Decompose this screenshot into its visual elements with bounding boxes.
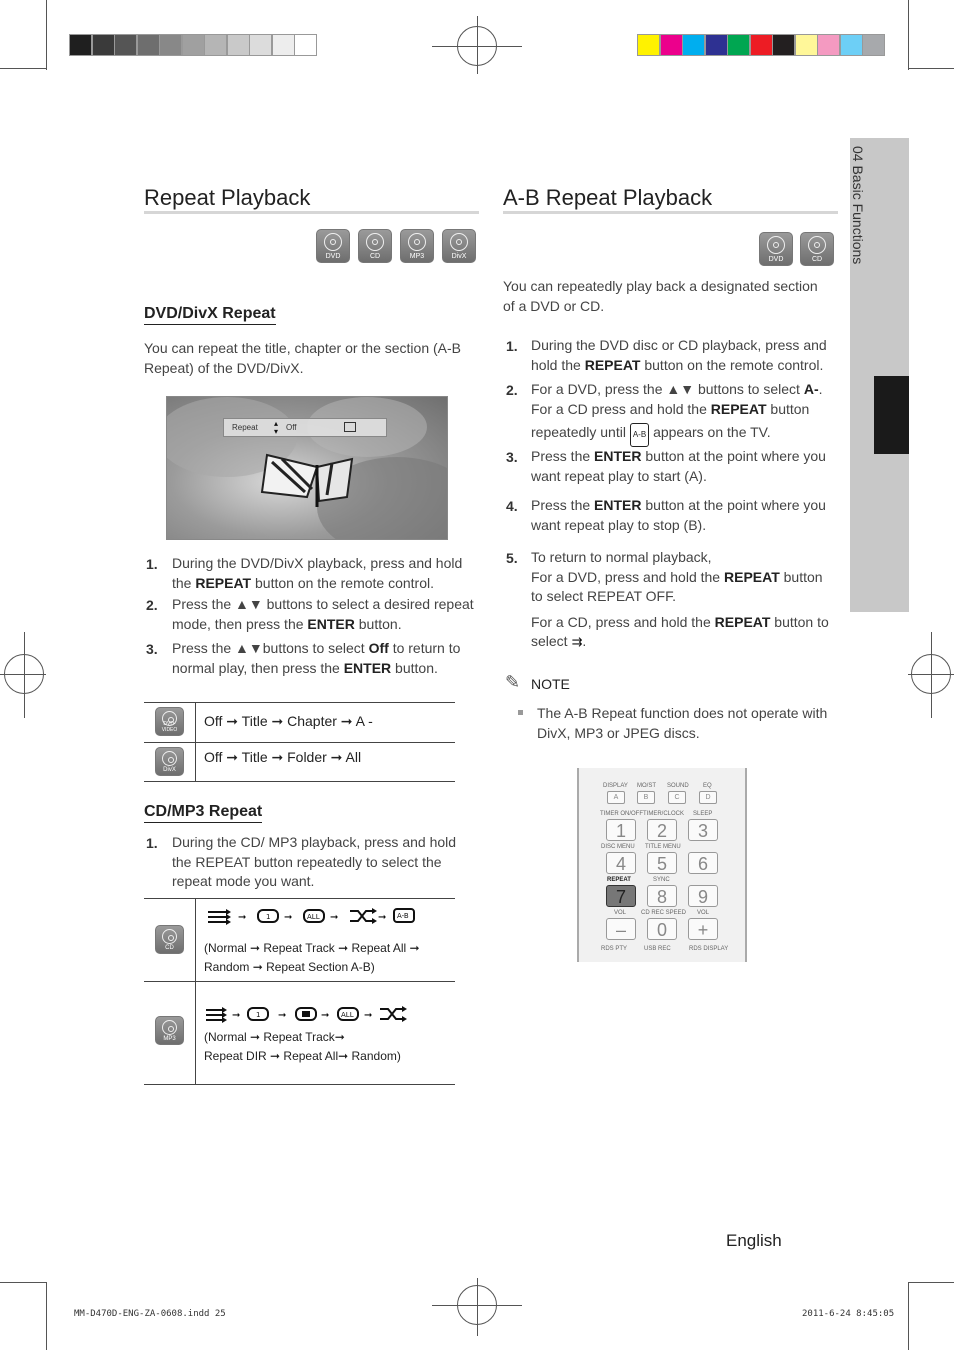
cd-mp3-repeat-heading: CD/MP3 Repeat xyxy=(144,803,262,823)
step-number: 4. xyxy=(506,498,518,514)
step-number: 5. xyxy=(506,550,518,566)
ab-step-2: For a DVD, press the ▲▼ buttons to select A-. For a CD press and hold the REPEAT button repeatedly until A-B appears on the TV. xyxy=(531,380,831,447)
ab-step-3: Press the ENTER button at the point where you want repeat play to start (A). xyxy=(531,448,826,484)
normal-play-icon: ⇉ xyxy=(571,635,583,650)
divx-repeat-modes: Off ➞ Title ➞ Folder ➞ All xyxy=(204,749,362,765)
mp3-badge-icon: MP3 xyxy=(400,229,434,263)
svg-text:➞: ➞ xyxy=(284,912,293,923)
color-swatch xyxy=(660,34,683,56)
cd-mp3-step-1: During the CD/ MP3 playback, press and hold the REPEAT button repeatedly to select the repeat mode you want. xyxy=(172,834,457,889)
osd-repeat-label: Repeat xyxy=(232,423,258,432)
svg-text:ALL: ALL xyxy=(341,1011,354,1019)
svg-text:➞: ➞ xyxy=(364,1010,373,1021)
color-swatch xyxy=(727,34,750,56)
file-info: MM-D470D-ENG-ZA-0608.indd 25 xyxy=(74,1309,226,1319)
dvd-badge-icon: DVD xyxy=(316,229,350,263)
ab-step-1: During the DVD disc or CD playback, press and hold the REPEAT button on the remote control. xyxy=(531,337,827,373)
gray-swatch xyxy=(114,34,137,56)
crop-mark xyxy=(908,1282,909,1350)
svg-text:➞: ➞ xyxy=(330,912,339,923)
color-swatch xyxy=(795,34,818,56)
repeat-osd-bar xyxy=(223,418,387,437)
svg-text:➞: ➞ xyxy=(232,1010,241,1021)
color-swatch xyxy=(705,34,728,56)
mp3-repeat-mode-icons xyxy=(204,1003,419,1025)
cd-badge-small-icon: CD xyxy=(155,925,184,954)
svg-text:➞: ➞ xyxy=(378,912,387,923)
print-date: 2011-6-24 8:45:05 xyxy=(802,1309,895,1319)
crop-mark xyxy=(46,0,47,70)
mp3-mode-sequence-line2: Repeat DIR ➞ Repeat All➞ Random) xyxy=(204,1049,401,1063)
crop-mark xyxy=(0,1282,46,1283)
color-swatch xyxy=(817,34,840,56)
dvd-badge-icon: DVD xyxy=(759,232,793,266)
crop-mark xyxy=(908,1282,954,1283)
crop-mark xyxy=(0,68,46,69)
gray-swatch xyxy=(182,34,205,56)
cd-mode-sequence-line1: (Normal ➞ Repeat Track ➞ Repeat All ➞ xyxy=(204,941,420,955)
left-step-2: Press the ▲▼ buttons to select a desired repeat mode, then press the ENTER button. xyxy=(172,596,474,632)
osd-repeat-value: Off xyxy=(286,423,297,432)
note-bullet-icon xyxy=(518,710,523,715)
svg-text:➞: ➞ xyxy=(238,912,247,923)
divx-badge-small-icon: DivX xyxy=(155,747,184,776)
gray-swatch xyxy=(272,34,295,56)
cd-badge-icon: CD xyxy=(358,229,392,263)
cd-badge-icon: CD xyxy=(800,232,834,266)
gray-swatch xyxy=(69,34,92,56)
dvd-video-badge-icon: DVD-VIDEO xyxy=(155,707,184,736)
step-number: 1. xyxy=(506,338,518,354)
crop-mark xyxy=(46,1282,47,1350)
crop-mark xyxy=(908,0,909,70)
svg-text:1: 1 xyxy=(256,1011,261,1019)
dvd-repeat-modes: Off ➞ Title ➞ Chapter ➞ A - xyxy=(204,713,373,729)
ab-step-5: To return to normal playback, For a DVD, press and hold the REPEAT button to select REPEAT OFF. For a CD, press and hold the REPEAT button to select ⇉. xyxy=(531,549,829,650)
mp3-badge-small-icon: MP3 xyxy=(155,1016,184,1045)
crop-mark xyxy=(908,68,954,69)
note-pencil-icon: ✎ xyxy=(505,672,521,693)
step-number: 2. xyxy=(506,382,518,398)
left-step-3: Press the ▲▼buttons to select Off to return to normal play, then press the ENTER button. xyxy=(172,640,461,676)
osd-updown-icon: ▴ ▾ xyxy=(274,419,279,436)
step-number: 3. xyxy=(506,449,518,465)
note-text: The A-B Repeat function does not operate with DivX, MP3 or JPEG discs. xyxy=(537,705,828,741)
svg-text:A-B: A-B xyxy=(397,912,409,920)
gray-swatch xyxy=(92,34,115,56)
dvd-divx-repeat-heading: DVD/DivX Repeat xyxy=(144,305,276,325)
title-rule xyxy=(144,211,479,214)
ab-repeat-playback-title: A-B Repeat Playback xyxy=(503,185,713,210)
svg-text:1: 1 xyxy=(266,913,271,921)
gray-swatch xyxy=(227,34,250,56)
repeat-playback-title: Repeat Playback xyxy=(144,185,311,210)
note-label: NOTE xyxy=(531,676,570,692)
color-swatch xyxy=(772,34,795,56)
svg-text:➞: ➞ xyxy=(321,1010,330,1021)
osd-return-icon xyxy=(344,422,356,432)
color-swatch xyxy=(682,34,705,56)
step-number: 1. xyxy=(146,556,158,572)
title-rule xyxy=(503,211,838,214)
left-step-1: During the DVD/DivX playback, press and hold the REPEAT button on the remote control. xyxy=(172,555,463,591)
color-swatch xyxy=(840,34,863,56)
chapter-side-marker xyxy=(874,376,909,454)
gray-swatch xyxy=(204,34,227,56)
ab-step-4: Press the ENTER button at the point where you want repeat play to stop (B). xyxy=(531,497,826,533)
svg-text:ALL: ALL xyxy=(307,913,320,921)
language-label: English xyxy=(726,1231,782,1250)
dvd-divx-intro: You can repeat the title, chapter or the section (A-B Repeat) of the DVD/DivX. xyxy=(144,340,462,376)
step-number: 1. xyxy=(146,835,158,851)
color-swatch xyxy=(750,34,773,56)
cd-mode-sequence-line2: Random ➞ Repeat Section A-B) xyxy=(204,960,375,974)
ab-indicator-icon: A-B xyxy=(630,423,649,447)
tv-screen-image xyxy=(166,396,448,540)
color-swatch xyxy=(637,34,660,56)
chapter-side-label: 04 Basic Functions xyxy=(850,146,866,265)
step-number: 2. xyxy=(146,597,158,613)
remote-control-image: DISPLAY MO/ST SOUND EQ A B C D TIMER ON/OFF TIMER/CLOCK SLEEP 1 2 3 DISC MENU TITLE MENU 4 5 6 REPEAT SYNC 7 8 9 VOL CD REC SPEED VOL – 0 + RDS PTY USB REC RDS DISPLAY xyxy=(577,768,747,962)
gray-swatch xyxy=(294,34,317,56)
gray-swatch xyxy=(137,34,160,56)
mp3-mode-sequence-line1: (Normal ➞ Repeat Track➞ xyxy=(204,1030,345,1044)
gray-swatch xyxy=(159,34,182,56)
color-swatch xyxy=(862,34,885,56)
step-number: 3. xyxy=(146,641,158,657)
gray-swatch xyxy=(249,34,272,56)
divx-badge-icon: DivX xyxy=(442,229,476,263)
ab-intro: You can repeatedly play back a designated section of a DVD or CD. xyxy=(503,278,818,314)
cd-repeat-mode-icons xyxy=(204,905,419,927)
svg-text:➞: ➞ xyxy=(278,1010,287,1021)
